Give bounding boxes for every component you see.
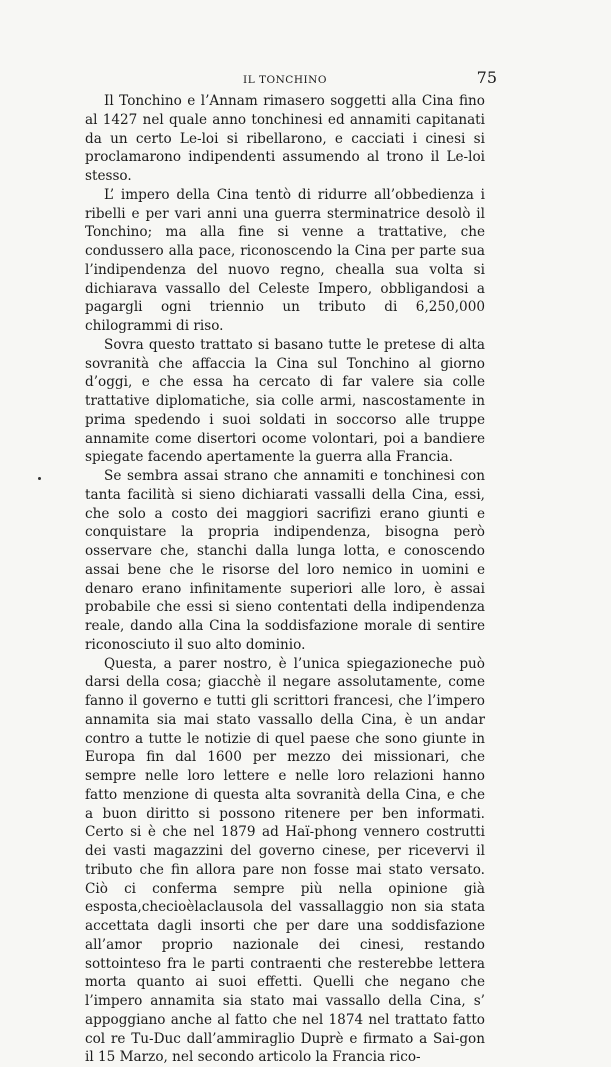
paragraph: Se sembra assai strano che annamiti e tonchinesi con tanta facilità si sieno dichiarati vassalli della Cina, essi, che solo a costo dei maggiori sacrifizi erano giunti e conquistare la propria indipendenza, bisogna però osservare che, stanchi dalla lunga lotta, e conoscendo assai bene che le risorse del loro nemico in uomini e denaro erano infinitamente superiori alle loro, è assai probabile che essi si sieno contentati della indipendenza reale, dando alla Cina la soddisfazione morale di sentire riconosciuto il suo alto dominio. <box>85 467 485 655</box>
book-page <box>85 68 485 1067</box>
paragraph: Il Tonchino e l’Annam rimasero soggetti alla Cina fino al 1427 nel quale anno tonchinesi ed annamiti capitanati da un certo Le-loi si ribellarono, e cacciati i cinesi si proclamarono indipendenti assumendo al trono il Le-loi stesso. <box>85 92 485 186</box>
text-body <box>85 92 485 1067</box>
paragraph: Questa, a parer nostro, è l’unica spiegazioneche può darsi della cosa; giacchè il negare assolutamente, come fanno il governo e tutti gli scrittori francesi, che l’impero annamita sia mai stato vassallo della Cina, è un andar contro a tutte le notizie di quel paese che sono giunte in Europa fin dal 1600 per mezzo dei missionari, che sempre nelle loro lettere e nelle loro relazioni hanno fatto menzione di questa alta sovranità della Cina, e che a buon diritto si possono ritenere per ben informati. Certo si è che nel 1879 ad Haï-phong vennero costrutti dei vasti magazzini del governo cinese, per ricevervi il tributo che fin allora pare non fosse mai stato versato. Ciò ci conferma sempre più nella opinione già esposta,checioèlaclausola del vassallaggio non sia stata accettata dagli insorti che per dare una soddisfazione all’amor proprio nazionale dei cinesi, restando sottointeso fra le parti contraenti che resterebbe lettera morta quanto ai suoi effetti. Quelli che negano che l’impero annamita sia stato mai vassallo della Cina, s’ appoggiano anche al fatto che nel 1874 nel trattato fatto col re Tu-Duc dall’ammiraglio Duprè e firmato a Sai-gon il 15 Marzo, nel secondo articolo la Francia rico- <box>85 655 485 1067</box>
paragraph: Sovra questo trattato si basano tutte le pretese di alta sovranità che affaccia la Cina sul Tonchino al giorno d’oggi, e che essa ha cercato di far valere sia colle trattative diplomatiche, sia colle armi, nascostamente in prima spedendo i suoi soldati in soccorso alle truppe annamite come disertori ocome volontari, poi a bandiere spiegate facendo apertamente la guerra alla Francia. <box>85 336 485 467</box>
margin-mark <box>38 477 41 480</box>
running-title: IL TONCHINO <box>85 74 485 86</box>
paragraph: L’ impero della Cina tentò di ridurre all’obbedienza i ribelli e per vari anni una guerra sterminatrice desolò il Tonchino; ma alla fine si venne a trattative, che condussero alla pace, riconoscendo la Cina per parte sua l’indipendenza del nuovo regno, chealla sua volta si dichiarava vassallo del Celeste Impero, obbligandosi a pagargli ogni triennio un tributo di 6,250,000 chilogrammi di riso. <box>85 186 485 336</box>
running-head <box>85 68 485 90</box>
page-number: 75 <box>477 68 497 87</box>
